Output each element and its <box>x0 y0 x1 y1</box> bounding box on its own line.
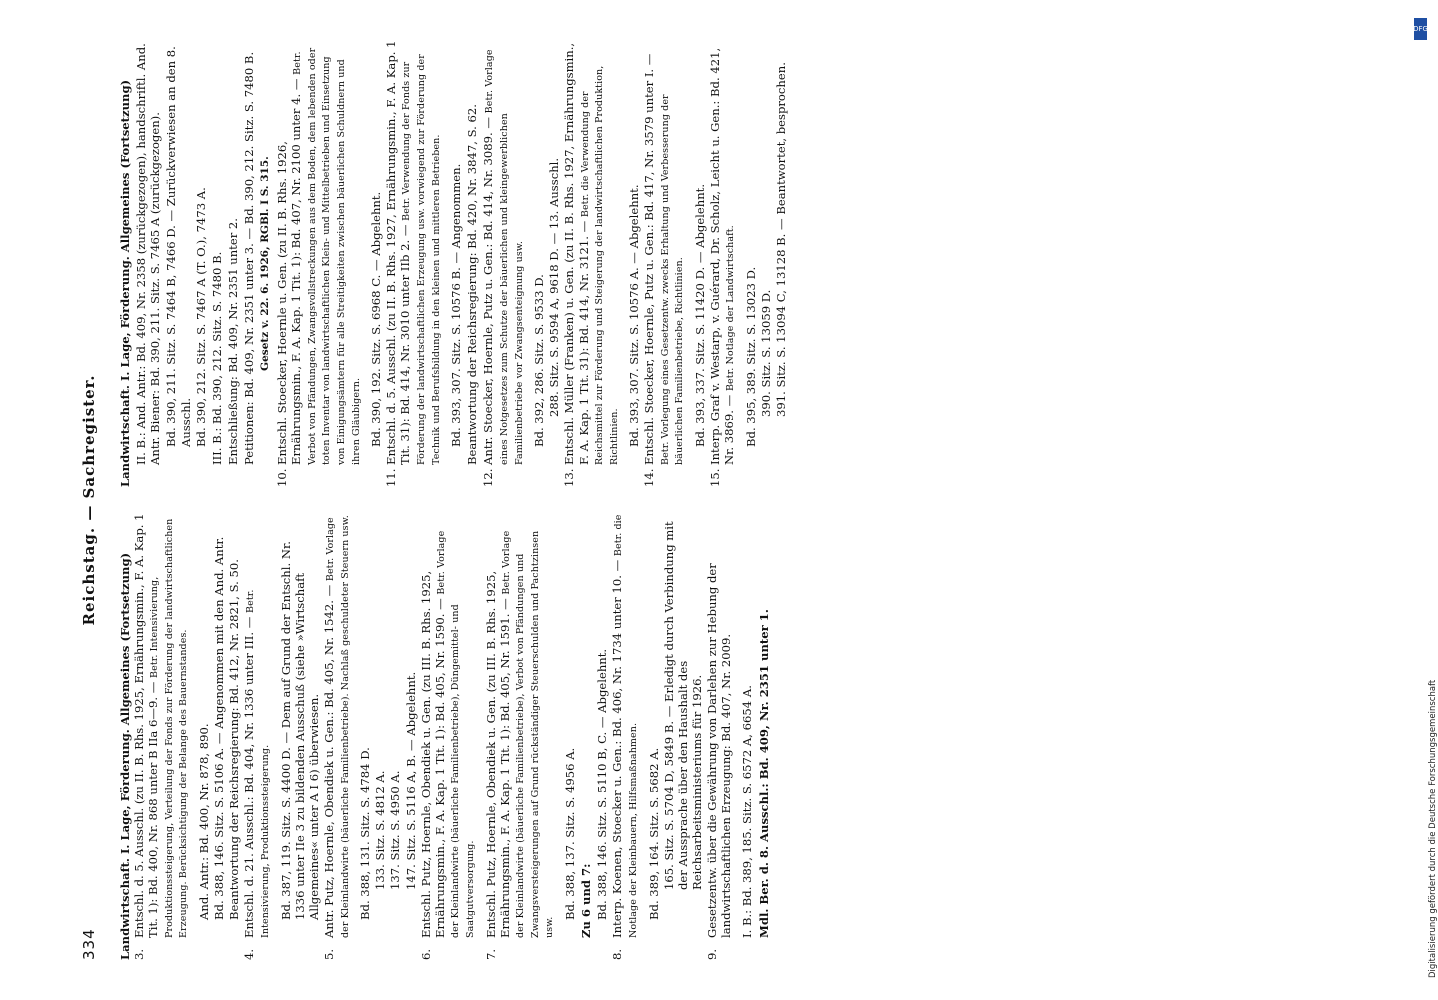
reference-line: Bd. 395, 389. Sitz. S. 13023 D. <box>743 266 758 447</box>
joint-heading: Zu 6 und 7: <box>579 863 594 938</box>
reference-line: Beantwortung der Reichsregierung: Bd. 420, Nr. 3847, S. 62. <box>465 104 480 465</box>
entry-number: 9. <box>705 948 720 960</box>
entry-note: Betr. Vorlegung eines Gesetzentw. zwecks Erhaltung und Verbesserung der bäuerlichen Familienbetriebe, Richtlinien. <box>659 94 686 465</box>
entry-text: Interp. Koenen, Stoecker u. Gen.: Bd. 406, Nr. 1734 unter 10. — <box>610 559 625 938</box>
page-number: 334 <box>80 928 98 960</box>
entry-4 <box>242 513 271 960</box>
entry-3 <box>132 513 190 960</box>
entry-text: Entschl. d. 5. Ausschl. (zu II. B. Rhs. 1927, Ernährungsmin., F. A. Kap. 1 Tit. 31): Bd. 414, Nr. 3010 unter IIb 2. — <box>384 40 413 465</box>
entry-14 <box>642 40 685 487</box>
reference-line: 137. Sitz. S. 4950 A. <box>388 770 403 890</box>
section-heading: Landwirtschaft. I. Lage, Förderung. Allgemeines (Fortsetzung) <box>118 552 132 960</box>
reference-line: III. B.: Bd. 390, 212. Sitz. S. 7480 B. <box>209 251 224 465</box>
reference-line: Bd. 389, 164. Sitz. S. 5682 A. <box>646 747 661 920</box>
reference-line: Bd. 388, 131. Sitz. S. 4784 D. <box>358 747 373 920</box>
entry-note: Betr. Vorlage der Kleinlandwirte (bäuerliche Familienbetriebe). Nachlaß geschuldeter Steuern usw. <box>325 515 351 938</box>
entry-15 <box>708 40 737 487</box>
entry-11 <box>384 40 442 487</box>
reference-line: I. B.: Bd. 389, 185. Sitz. S. 6572 A, 6654 A. <box>740 685 755 938</box>
entry-text: Entschl. Müller (Franken) u. Gen. (zu II. B. Rhs. 1927, Ernährungsmin., F. A. Kap. 1 Tit. 31): Bd. 414, Nr. 3121. — <box>562 42 591 465</box>
running-head: Reichstag. — Sachregister. <box>80 374 98 626</box>
reference-line: Entschließung: Bd. 409, Nr. 2351 unter 2. <box>225 218 240 465</box>
entry-number: 5. <box>322 948 337 960</box>
reference-line: Bd. 390, 212. Sitz. S. 7467 A (T. O.), 7473 A. <box>193 187 208 447</box>
reference-line: 288. Sitz. S. 9594 A, 9618 D. — 13. Ausschl. <box>547 157 562 417</box>
entry-number: 4. <box>242 948 257 960</box>
reference-line: Bd. 388, 146. Sitz. S. 5106 A. — Angenommen mit den And. Antr. <box>212 536 227 920</box>
entry-10 <box>275 40 362 487</box>
entry-text: Antr. Putz, Hoernle, Obendiek u. Gen.: Bd. 405, Nr. 1542. — <box>322 584 337 938</box>
right-column <box>118 40 1360 487</box>
dfg-logo: DFG <box>1414 18 1427 40</box>
entry-number: 6. <box>418 948 433 960</box>
digitization-credit <box>1413 18 1438 982</box>
entry-text: Entschl. Putz, Hoernle, Obendiek u. Gen. (zu III. B. Rhs. 1925, Ernährungsmin., F. A. Kap. 1 Tit. 1): Bd. 405, Nr. 1591. — <box>483 570 512 938</box>
entry-note: Betr. Verbot von Pfändungen, Zwangsvollstreckungen aus dem Boden, dem lebenden oder toten Inventar von landwirtschaftlichen Klein- und Mittelbetrieben und Einsetzung von Einigungsämtern für alle Streitigkeiten zwischen bäuerlichen Schuldnern und ihren Gläubigern. <box>292 47 362 465</box>
reference-line: Bd. 392, 286. Sitz. S. 9533 D. <box>532 274 547 447</box>
entry-text: Entschl. Stoecker, Hoernle u. Gen. (zu II. B. Rhs. 1926, Ernährungsmin., F. A. Kap. 1 Tit. 1): Bd. 407, Nr. 2100 unter 4. — <box>275 78 304 465</box>
entry-text: Entschl. d. 21. Ausschl.: Bd. 404, Nr. 1336 unter III. — <box>242 616 257 938</box>
entry-number: 7. <box>483 948 498 960</box>
entry-text: Gesetzentw. über die Gewährung von Darlehen zur Hebung der landwirtschaftlichen Erzeugung: Bd. 407, Nr. 2009. <box>705 563 734 938</box>
reference-line: 165. Sitz. S. 5704 D, 5849 B. — Erledigt durch Verbindung mit der Aussprache über den Haushalt des Reichsarbeitsministeriums für 1926. <box>661 521 705 890</box>
reference-line: Petitionen: Bd. 409, Nr. 2351 unter 3. — Bd. 390, 212. Sitz. S. 7480 B. <box>242 51 257 465</box>
entry-13 <box>562 40 620 487</box>
entry-number: 11. <box>384 468 399 487</box>
funding-note: Digitalisierung gefördert durch die Deutsche Forschungsgemeinschaft <box>1428 679 1438 978</box>
entry-8 <box>610 513 639 960</box>
entry-number: 8. <box>610 948 625 960</box>
entry-note: Betr. Verwendung der Fonds zur Förderung der landwirtschaftlichen Erzeugung usw. vorwiegend zur Förderung der Technik und Berufsbildung in den kleinen und mittleren Betrieben. <box>401 54 442 465</box>
entry-note: Betr. Intensivierung, Produktionssteigerung. <box>245 589 272 938</box>
entry-number: 15. <box>707 468 722 487</box>
reference-line: Bd. 387, 119. Sitz. S. 4400 D. — Dem auf Grund der Entschl. Nr. 1336 unter IIe 3 zu bildenden Ausschuß (siehe »Wirtschaft Allgemeines« unter A I 6) überwiesen. <box>278 541 321 920</box>
reference-line: Bd. 388, 146. Sitz. S. 5110 B, C. — Abgelehnt. <box>595 648 610 920</box>
entry-number: 13. <box>562 468 577 487</box>
entry-note: Betr. die Verwendung der Reichsmittel zur Förderung und Steigerung der landwirtschaftlichen Produktion, Richtlinien. <box>579 65 620 465</box>
text-columns <box>118 40 1360 960</box>
entry-number: 3. <box>132 948 147 960</box>
entry-number: 12. <box>481 468 496 487</box>
entry-text: Entschl. Putz, Hoernle, Obendiek u. Gen. (zu III. B. Rhs. 1925, Ernährungsmin., F. A. Kap. 1 Tit. 1): Bd. 405, Nr. 1590. — <box>418 570 447 938</box>
entry-text: Entschl. d. 5. Ausschl. (zu II. B. Rhs. 1925, Ernährungsmin., F. A. Kap. 1 Tit. 1): Bd. 400, Nr. 868 unter B IIa 6—9. — <box>132 513 161 938</box>
page-header <box>80 40 108 960</box>
entry-12 <box>481 40 525 487</box>
reference-line: Mdl. Ber. d. 8. Ausschl.: Bd. 409, Nr. 2351 unter 1. <box>756 609 771 938</box>
entry-note: Betr. Vorlage der Kleinlandwirte (bäuerliche Familienbetriebe), Verbot von Pfändungen und Zwangsversteigerungen auf Grund rückständiger Steuerschulden und Pachtzinsen usw. <box>500 530 556 938</box>
section-heading: Landwirtschaft. I. Lage, Förderung. Allgemeines (Fortsetzung) <box>118 79 132 487</box>
entry-text: Antr. Stoecker, Hoernle, Putz u. Gen.: Bd. 414, Nr. 3089. — <box>481 117 496 465</box>
entry-number: 10. <box>275 468 290 487</box>
reference-line: Bd. 393, 307. Sitz. S. 10576 A. — Abgelehnt. <box>627 184 642 447</box>
entry-7 <box>484 513 556 960</box>
entry-note: Betr. Vorlage eines Notgesetzes zum Schutze der bäuerlichen und kleingewerblichen Familienbetriebe vor Zwangsenteignung usw. <box>484 49 525 465</box>
entry-9 <box>705 513 733 960</box>
reference-line: 390. Sitz. S. 13059 D. <box>758 289 773 417</box>
reference-line: Bd. 390, 192. Sitz. S. 6968 C. — Abgelehnt. <box>369 191 384 447</box>
reference-line: 391. Sitz. S. 13094 C, 13128 B. — Beantwortet, besprochen. <box>773 62 788 417</box>
entry-6 <box>419 513 477 960</box>
entry-text: Interp. Graf v. Westarp, v. Guérard, Dr. Scholz, Leicht u. Gen.: Bd. 421, Nr. 3869. — <box>707 47 736 465</box>
reference-line: 147. Sitz. S. 5116 A, B. — Abgelehnt. <box>403 671 418 890</box>
entry-5 <box>322 513 351 960</box>
entry-text: Entschl. Stoecker, Hoernle, Putz u. Gen.: Bd. 417, Nr. 3579 unter I. — <box>642 53 657 465</box>
reference-line: II. B.: And. Antr.: Bd. 409, Nr. 2358 (zurückgezogen), handschriftl. And. Antr. Biener: Bd. 390, 211. Sitz. S. 7465 A (zurückgezogen). <box>134 43 163 465</box>
reference-line: Bd. 393, 307. Sitz. S. 10576 B. — Angenommen. <box>449 163 464 447</box>
reference-line: Bd. 393, 337. Sitz. S. 11420 D. — Abgelehnt. <box>692 183 707 447</box>
law-citation: Gesetz v. 22. 6. 1926, RGBl. I S. 315. <box>259 156 272 371</box>
reference-line: 133. Sitz. S. 4812 A. <box>373 770 388 890</box>
reference-line: Bd. 388, 137. Sitz. S. 4956 A. <box>563 747 578 920</box>
entry-number: 14. <box>642 468 657 487</box>
left-column <box>118 513 1360 960</box>
entry-note: Betr. die Notlage der Kleinbauern, Hilfsmaßnahmen. <box>613 514 640 938</box>
entry-note: Betr. Notlage der Landwirtschaft. <box>725 225 736 392</box>
entry-note: Betr. Vorlage der Kleinlandwirte (bäuerliche Familienbetriebe), Düngemittel- und Saatgutversorgung. <box>435 530 477 938</box>
reference-line: And. Antr.: Bd. 400, Nr. 878, 890. <box>197 723 212 920</box>
entry-note: Betr. Intensivierung, Produktionssteigerung, Verteilung der Fonds zur Förderung der landwirtschaftlichen Erzeugung. Berücksichtigung der Belange des Bauernstandes. <box>149 518 190 938</box>
reference-line: Bd. 390, 211. Sitz. S. 7464 B, 7466 D. — Zurückverwiesen an den 8. Ausschl. <box>164 46 193 447</box>
reference-line: Beantwortung der Reichsregierung: Bd. 412, Nr. 2821, S. 50. <box>227 559 242 920</box>
